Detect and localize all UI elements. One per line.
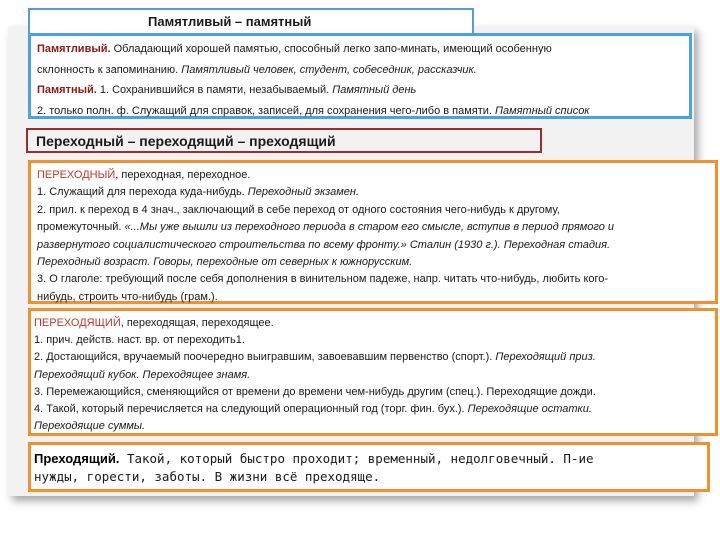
def3-line4: Переходящий кубок. Переходящее знамя. xyxy=(34,368,251,381)
def3-line3: 2. Достающийся, вручаемый поочередно выигравшим, завоевавшим первенство (спорт.). Переходящий приз. xyxy=(34,351,596,364)
def1-line3: Памятный. 1. Сохранившийся в памяти, незабываемый. Памятный день xyxy=(37,84,417,96)
def1-line2: склонность к запоминанию. Памятливый человек, студент, собеседник, рассказчик. xyxy=(37,63,477,76)
definition-prekhodyashchy xyxy=(28,442,710,492)
def3-line6: 4. Такой, который перечисляется на следующий операционный год (торг. фин. бух.). Переходящие остатки. xyxy=(34,403,592,416)
def2-line4: промежуточный. «...Мы уже вышли из переходного периода в старом его смысле, вступив в период прямого и xyxy=(37,221,614,234)
def2-line3: 2. прил. к переход в 4 знач., заключающий в себе переход от одного состояния чего-нибудь к другому, xyxy=(37,203,560,216)
def1-line4: 2. только полн. ф. Служащий для справок, записей, для сохранения чего-либо в памяти. Памятный список xyxy=(37,104,590,117)
def3-line7: Переходящие суммы. xyxy=(34,420,146,433)
def2-line2: 1. Служащий для перехода куда-нибудь. Переходный экзамен. xyxy=(37,186,360,199)
definition-perekhodny xyxy=(28,160,718,304)
section-title-pamyatlivy: Памятливый – памятный xyxy=(28,8,474,34)
def2-line7: 3. О глаголе: требующий после себя дополнения в винительном падеже, напр. читать что-нибудь, любить кого- xyxy=(37,273,609,286)
def2-line1: ПЕРЕХОДНЫЙ, переходная, переходное. xyxy=(37,169,251,181)
def1-line1: Памятливый. Обладающий хорошей памятью, способный легко запо-минать, имеющий особенную xyxy=(37,43,552,55)
def4-line1: Преходящий. Такой, который быстро проходит; временный, недолговечный. П-ие xyxy=(34,451,594,466)
def2-line6: Переходный возраст. Говоры, переходные от северных к южнорусским. xyxy=(37,256,413,269)
def2-line5: развернутого социалистического строительства по всему фронту.» Сталин (1930 г.). Переходная стадия. xyxy=(37,238,611,251)
def3-line1: ПЕРЕХОДЯЩИЙ, переходящая, переходящее. xyxy=(34,317,274,329)
def3-line5: 3. Перемежающийся, сменяющийся от времени до времени чем-нибудь другим (спец.). Переходящие дожди. xyxy=(34,385,596,398)
definition-perekhodyashchy xyxy=(28,308,718,436)
def4-line2: нужды, горести, заботы. В жизни всё преходяще. xyxy=(34,469,381,484)
section-title-perekhodny: Переходный – переходящий – преходящий xyxy=(26,128,542,153)
def3-line2: 1. прич. действ. наст. вр. от переходить1. xyxy=(34,334,245,347)
definition-pamyatlivy xyxy=(28,33,692,119)
def2-line8: нибудь, строить что-нибудь (грам.). xyxy=(37,290,218,303)
